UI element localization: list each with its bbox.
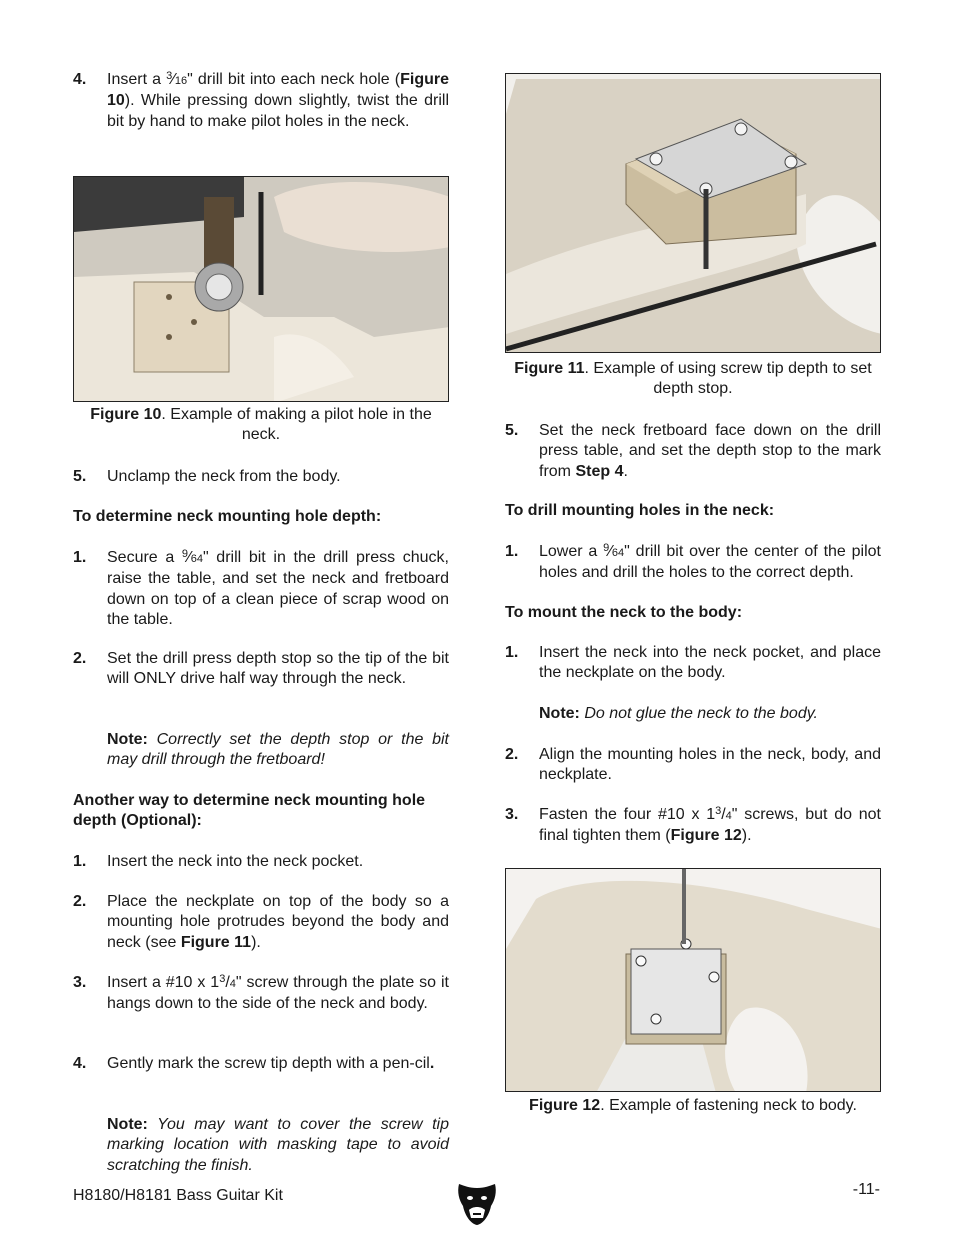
fasten-neck-illustration <box>506 869 881 1092</box>
figure-11-image <box>505 73 881 353</box>
figure-10-caption: Figure 10. Example of making a pilot hole in the neck. <box>90 406 432 444</box>
figure-11-caption: Figure 11. Example of using screw tip depth to set depth stop. <box>514 360 872 398</box>
heading-optional-depth-method: Another way to determine neck mounting hole depth (Optional): <box>73 792 426 830</box>
note-depth-stop: Note: Correctly set the depth stop or the bit may drill through the fretboard! <box>107 731 449 769</box>
screw-depth-illustration <box>506 74 881 353</box>
step-1-insert-neck: 1. Insert the neck into the neck pocket. <box>73 853 364 870</box>
step-1-secure-drill-bit: 1. Secure a $^9$⁄64" drill bit in the drill press chuck, raise the table, and set the neck and fretboard down on top of a clean piece of scrap wood on the table. <box>73 548 450 628</box>
step-3-fasten-screws: 3. Fasten the four #10 x $1^3/4$" screws, but do not final tighten them (Figure 12). <box>505 805 882 845</box>
step-4-insert-drill-bit: 4. Insert a $^3$⁄16" drill bit into each neck hole (Figure 10). While pressing down slightly, twist the drill bit by hand to make pilot holes in the neck. <box>73 70 449 130</box>
step-2-align-holes: 2. Align the mounting holes in the neck, body, and neckplate. <box>505 746 881 784</box>
step-5-set-fretboard: 5. Set the neck fretboard face down on the drill press table, and set the depth stop to the mark from Step 4. <box>505 422 881 480</box>
heading-mount-neck: To mount the neck to the body: <box>505 604 743 621</box>
step-1-lower-drill-bit: 1. Lower a $^9$⁄64" drill bit over the center of the pilot holes and drill the holes to the correct depth. <box>505 542 881 582</box>
heading-neck-mounting-hole-depth: To determine neck mounting hole depth: <box>73 508 382 525</box>
step-3-insert-screw: 3. Insert a #10 x $1^3/4$" screw through the plate so it hangs down to the side of the neck and body. <box>73 973 449 1013</box>
step-2-set-depth-stop: 2. Set the drill press depth stop so the tip of the bit will ONLY drive half way through the neck. <box>73 650 449 688</box>
figure-10-image <box>73 176 449 402</box>
step-5-unclamp: 5. Unclamp the neck from the body. <box>73 468 341 485</box>
footer-model-name: H8180/H8181 Bass Guitar Kit <box>73 1187 283 1204</box>
figure-12-caption: Figure 12. Example of fastening neck to body. <box>529 1097 857 1114</box>
heading-drill-mounting-holes: To drill mounting holes in the neck: <box>505 502 775 519</box>
note-masking-tape: Note: You may want to cover the screw tip marking location with masking tape to avoid scratching the finish. <box>107 1116 449 1174</box>
page-number: -11- <box>852 1181 880 1198</box>
step-4-mark-screw-depth: 4. Gently mark the screw tip depth with a pen-cil. <box>73 1055 435 1072</box>
pilot-hole-illustration <box>74 177 449 402</box>
note-no-glue: Note: Do not glue the neck to the body. <box>539 705 818 722</box>
figure-12-image <box>505 868 881 1092</box>
bear-logo-icon <box>455 1178 499 1226</box>
step-1-insert-neck-pocket: 1. Insert the neck into the neck pocket, and place the neckplate on the body. <box>505 644 881 682</box>
step-2-place-neckplate: 2. Place the neckplate on top of the body so a mounting hole protrudes beyond the body and neck (see Figure 11). <box>73 893 449 951</box>
